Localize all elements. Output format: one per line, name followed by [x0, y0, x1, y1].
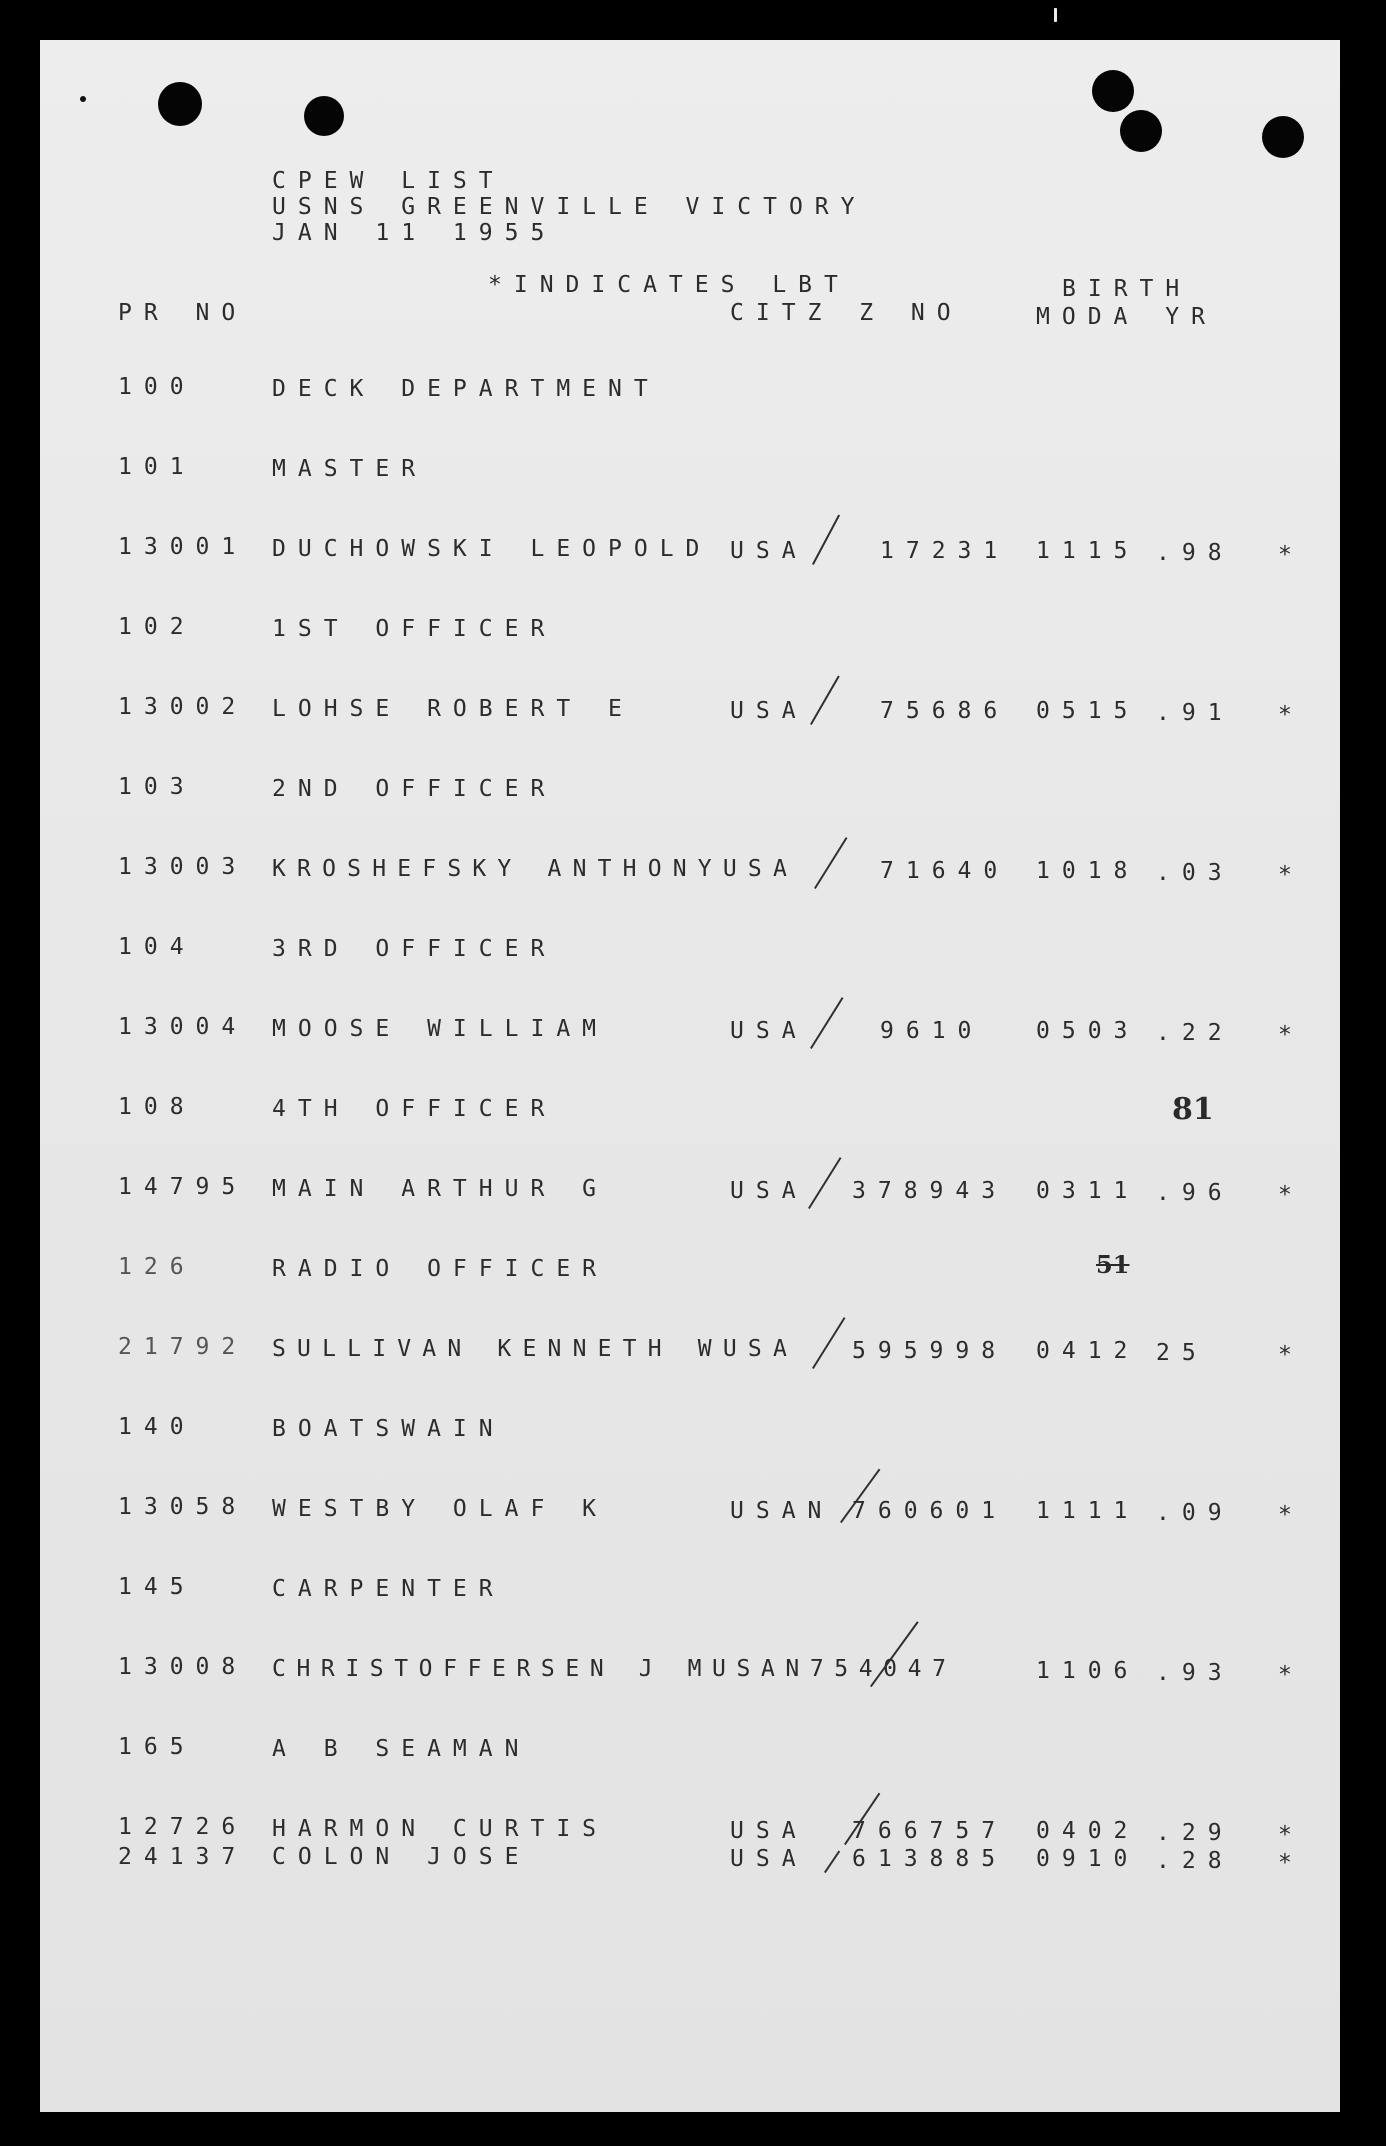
pr-number: 13001	[118, 534, 248, 560]
pr-number: 165	[118, 1734, 196, 1760]
z-number: 17231	[880, 538, 1010, 564]
pr-number: 108	[118, 1094, 196, 1120]
z-number: 760601	[852, 1498, 1008, 1524]
row-name: CARPENTER	[272, 1576, 505, 1602]
z-number: 378943	[852, 1178, 1008, 1204]
pr-number: 101	[118, 454, 196, 480]
z-number: 75686	[880, 698, 1010, 724]
lbt-mark: *	[1278, 1182, 1292, 1208]
row-name: MOOSE WILLIAM	[272, 1016, 609, 1042]
row-name: DECK DEPARTMENT	[272, 376, 660, 402]
row-name: LOHSE ROBERT E	[272, 696, 634, 722]
header-title: CPEW LIST	[272, 168, 505, 194]
stamped-number: 51	[1096, 1250, 1130, 1279]
pr-number: 102	[118, 614, 196, 640]
pr-number: 100	[118, 374, 196, 400]
pr-number: 145	[118, 1574, 196, 1600]
z-number: 9610	[880, 1018, 984, 1044]
punch-hole	[1092, 70, 1134, 112]
pr-number: 13058	[118, 1494, 248, 1520]
pr-number: 21792	[118, 1334, 248, 1360]
handwritten-number: 81	[1172, 1092, 1214, 1127]
row-name: BOATSWAIN	[272, 1416, 505, 1442]
birth-yr: .96	[1156, 1180, 1234, 1206]
lbt-mark: *	[1278, 1850, 1292, 1876]
pr-number: 13008	[118, 1654, 248, 1680]
header-date: JAN 11 1955	[272, 220, 557, 246]
punch-hole	[1120, 110, 1162, 152]
lbt-mark: *	[1278, 1022, 1292, 1048]
z-number: 595998	[852, 1338, 1008, 1364]
pr-number: 103	[118, 774, 196, 800]
pr-number: 104	[118, 934, 196, 960]
pr-number: 140	[118, 1414, 196, 1440]
pr-number: 13003	[118, 854, 248, 880]
row-name: 2ND OFFICER	[272, 776, 557, 802]
birth-yr: .09	[1156, 1500, 1234, 1526]
check-mark	[812, 1317, 845, 1369]
z-number: 613885	[852, 1846, 1008, 1872]
check-mark	[810, 997, 843, 1049]
check-mark	[824, 1850, 840, 1873]
birth-moda: 0402	[1036, 1818, 1140, 1844]
header-pr-no: PR NO	[118, 300, 248, 326]
header-moda-yr: MODA YR	[1036, 304, 1217, 330]
birth-moda: 0412	[1036, 1338, 1140, 1364]
birth-moda: 1115	[1036, 538, 1140, 564]
pr-number: 13004	[118, 1014, 248, 1040]
punch-hole	[158, 82, 202, 126]
z-number: 71640	[880, 858, 1010, 884]
row-name: DUCHOWSKI LEOPOLD	[272, 536, 712, 562]
birth-moda: 0515	[1036, 698, 1140, 724]
birth-yr: .22	[1156, 1020, 1234, 1046]
row-name: HARMON CURTIS	[272, 1816, 609, 1842]
birth-moda: 0503	[1036, 1018, 1140, 1044]
row-name: MAIN ARTHUR G	[272, 1176, 609, 1202]
citizenship: USA	[730, 698, 808, 724]
row-name: A B SEAMAN	[272, 1736, 531, 1762]
punch-hole	[1262, 116, 1304, 158]
birth-moda: 1106	[1036, 1658, 1140, 1684]
check-mark	[808, 1157, 841, 1209]
citizenship: USA	[730, 538, 808, 564]
birth-yr: .91	[1156, 700, 1234, 726]
header-citz-z-no: CITZ Z NO	[730, 300, 963, 326]
birth-yr: .28	[1156, 1848, 1234, 1874]
lbt-mark: *	[1278, 702, 1292, 728]
citizenship: USA	[730, 1178, 808, 1204]
row-name: 3RD OFFICER	[272, 936, 557, 962]
header-birth: BIRTH	[1062, 276, 1192, 302]
birth-yr: 25	[1156, 1340, 1208, 1366]
header-ship: USNS GREENVILLE VICTORY	[272, 194, 867, 220]
citizenship: USA	[730, 1846, 808, 1872]
birth-moda: 0910	[1036, 1846, 1140, 1872]
row-name: 4TH OFFICER	[272, 1096, 557, 1122]
pr-number: 24137	[118, 1844, 248, 1870]
document-page	[40, 40, 1340, 2112]
lbt-mark: *	[1278, 1342, 1292, 1368]
pr-number: 126	[118, 1254, 196, 1280]
lbt-mark: *	[1278, 1822, 1292, 1848]
header-indicates: *INDICATES LBT	[488, 272, 850, 298]
punch-hole	[304, 96, 344, 136]
birth-yr: .93	[1156, 1660, 1234, 1686]
lbt-mark: *	[1278, 1662, 1292, 1688]
row-name: 1ST OFFICER	[272, 616, 557, 642]
birth-moda: 1018	[1036, 858, 1140, 884]
row-name: WESTBY OLAF K	[272, 1496, 609, 1522]
lbt-mark: *	[1278, 862, 1292, 888]
z-number: 766757	[852, 1818, 1008, 1844]
citizenship: USA	[730, 1818, 808, 1844]
row-name: SULLIVAN KENNETH WUSA	[272, 1336, 798, 1362]
birth-yr: .03	[1156, 860, 1234, 886]
pr-number: 14795	[118, 1174, 248, 1200]
row-name: COLON JOSE	[272, 1844, 531, 1870]
check-mark	[812, 515, 840, 565]
row-name: CHRISTOFFERSEN J MUSAN754047	[272, 1656, 957, 1682]
row-name: RADIO OFFICER	[272, 1256, 609, 1282]
scan-speck	[1054, 8, 1057, 22]
citizenship: USAN	[730, 1498, 834, 1524]
check-mark	[810, 676, 840, 725]
check-mark	[814, 837, 847, 889]
scan-speck	[80, 96, 86, 102]
birth-yr: .29	[1156, 1820, 1234, 1846]
row-name: MASTER	[272, 456, 428, 482]
birth-moda: 1111	[1036, 1498, 1140, 1524]
birth-moda: 0311	[1036, 1178, 1140, 1204]
row-name: KROSHEFSKY ANTHONYUSA	[272, 856, 798, 882]
citizenship: USA	[730, 1018, 808, 1044]
lbt-mark: *	[1278, 542, 1292, 568]
pr-number: 12726	[118, 1814, 248, 1840]
birth-yr: .98	[1156, 540, 1234, 566]
lbt-mark: *	[1278, 1502, 1292, 1528]
pr-number: 13002	[118, 694, 248, 720]
